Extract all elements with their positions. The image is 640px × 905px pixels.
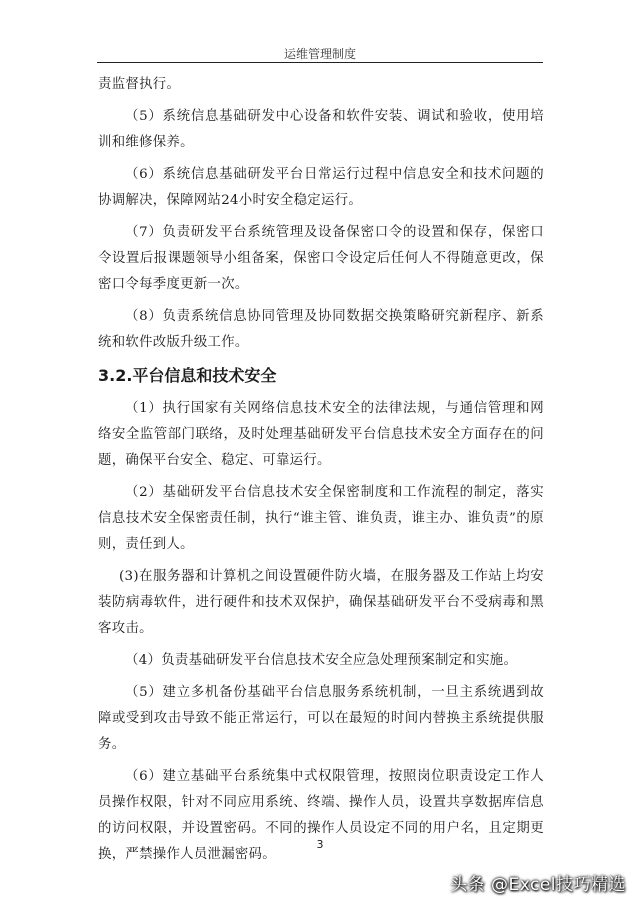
section1-item-7: （7）负责研发平台系统管理及设备保密口令的设置和保存，保密口令设置后报课题领导小组备案，保密口令设定后任何人不得随意更改，保密口令每季度更新一次。 bbox=[98, 225, 544, 292]
header-title: 运维管理制度 bbox=[283, 47, 356, 61]
section2-item-4: （4）负责基础研发平台信息技术安全应急处理预案制定和实施。 bbox=[125, 653, 518, 668]
section1-item-8: （8）负责系统信息协同管理及协同数据交换策略研究新程序、新系统和软件改版升级工作。 bbox=[98, 309, 544, 350]
section1-item-5: （5）系统信息基础研发中心设备和软件安装、调试和验收，使用培训和维修保养。 bbox=[98, 109, 544, 150]
document-body bbox=[98, 72, 544, 874]
section2-item-5: （5）建立多机备份基础平台信息服务系统机制，一旦主系统遇到故障或受到攻击导致不能正常运行，可以在最短的时间内替换主系统提供服务。 bbox=[98, 685, 544, 752]
section1-item-6: （6）系统信息基础研发平台日常运行过程中信息安全和技术问题的协调解决，保障网站24小时安全稳定运行。 bbox=[98, 167, 544, 208]
section2-item-2: （2）基础研发平台信息技术安全保密制度和工作流程的制定，落实信息技术安全保密责任制，执行“谁主管、谁负责，谁主办、谁负责”的原则，责任到人。 bbox=[98, 485, 544, 552]
page-number: 3 bbox=[316, 838, 324, 851]
section2-item-3: (3)在服务器和计算机之间设置硬件防火墙，在服务器及工作站上均安装防病毒软件，进行硬件和技术双保护，确保基础研发平台不受病毒和黑客攻击。 bbox=[98, 569, 544, 636]
header-divider bbox=[97, 62, 543, 63]
section2-item-1: （1）执行国家有关网络信息技术安全的法律法规，与通信管理和网络安全监管部门联络，及时处理基础研发平台信息技术安全方面存在的问题，确保平台安全、稳定、可靠运行。 bbox=[98, 401, 544, 468]
section-heading: 3.2.平台信息和技术安全 bbox=[98, 366, 277, 385]
source-watermark: 头条 @Excel技巧精选 bbox=[450, 875, 626, 895]
intro-paragraph-tail: 责监督执行。 bbox=[98, 77, 181, 92]
section2-item-6: （6）建立基础平台系统集中式权限管理，按照岗位职责设定工作人员操作权限，针对不同应用系统、终端、操作人员，设置共享数据库信息的访问权限，并设置密码。不同的操作人员设定不同的用户名，且定期更换，严禁操作人员泄漏密码。 bbox=[98, 769, 544, 862]
